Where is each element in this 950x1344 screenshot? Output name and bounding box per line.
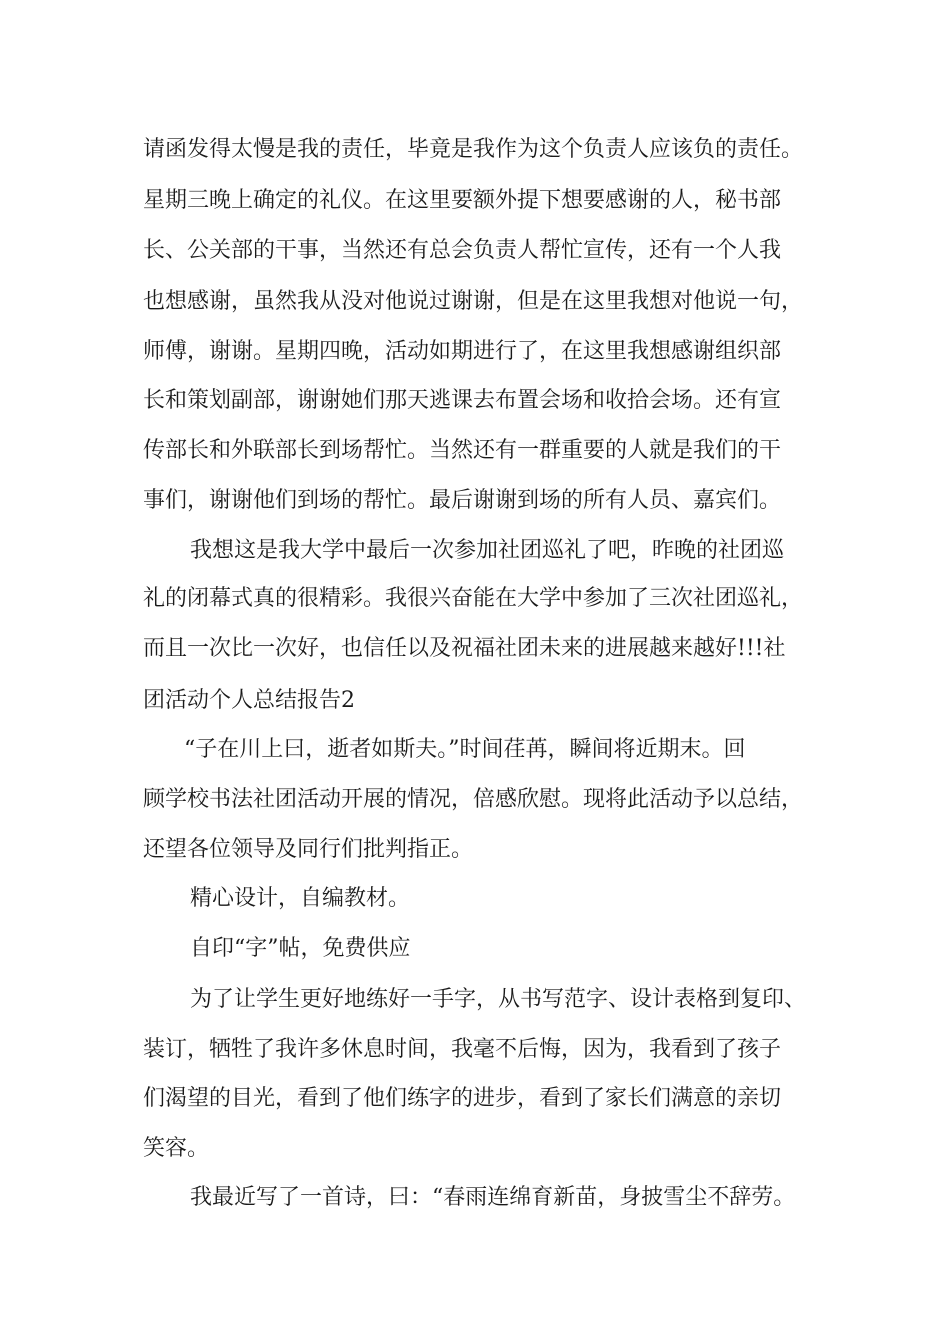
text-line: 师傅，谢谢。星期四晚，活动如期进行了，在这里我想感谢组织部	[143, 339, 782, 364]
text-line: 团活动个人总结报告2	[143, 688, 355, 713]
text-line: 事们，谢谢他们到场的帮忙。最后谢谢到场的所有人员、嘉宾们。	[143, 488, 782, 513]
paragraph-first-line: 我最近写了一首诗，曰：“春雨连绵育新苗，身披雪尘不辞劳。	[190, 1185, 796, 1210]
text-line: 而且一次比一次好，也信任以及祝福社团未来的进展越来越好!!!社	[143, 636, 786, 661]
text-line: 请函发得太慢是我的责任，毕竟是我作为这个负责人应该负的责任。	[143, 137, 804, 162]
text-line: 长和策划副部，谢谢她们那天逃课去布置会场和收拾会场。还有宣	[143, 388, 782, 413]
text-line: 礼的闭幕式真的很精彩。我很兴奋能在大学中参加了三次社团巡礼，	[143, 586, 804, 611]
text-line: 传部长和外联部长到场帮忙。当然还有一群重要的人就是我们的干	[143, 438, 782, 463]
text-line: 长、公关部的干事，当然还有总会负责人帮忙宣传，还有一个人我	[143, 238, 782, 263]
text-line: 星期三晚上确定的礼仪。在这里要额外提下想要感谢的人，秘书部	[143, 188, 782, 213]
text-line: 笑容。	[143, 1136, 210, 1161]
text-line: 也想感谢，虽然我从没对他说过谢谢，但是在这里我想对他说一句，	[143, 289, 804, 314]
paragraph-first-line: 我想这是我大学中最后一次参加社团巡礼了吧，昨晚的社团巡	[190, 538, 785, 563]
section-heading: 精心设计，自编教材。	[190, 886, 411, 911]
text-line: 们渴望的目光，看到了他们练字的进步，看到了家长们满意的亲切	[143, 1086, 782, 1111]
section-heading: 自印“字”帖，免费供应	[190, 936, 411, 961]
text-line: 装订，牺牲了我许多休息时间，我毫不后悔，因为，我看到了孩子	[143, 1037, 782, 1062]
text-line: 还望各位领导及同行们批判指正。	[143, 837, 474, 862]
paragraph-first-line: “子在川上曰，逝者如斯夫。”时间荏苒，瞬间将近期末。回	[184, 737, 746, 762]
paragraph-first-line: 为了让学生更好地练好一手字，从书写范字、设计表格到复印、	[190, 987, 807, 1012]
text-line: 顾学校书法社团活动开展的情况，倍感欣慰。现将此活动予以总结，	[143, 787, 804, 812]
